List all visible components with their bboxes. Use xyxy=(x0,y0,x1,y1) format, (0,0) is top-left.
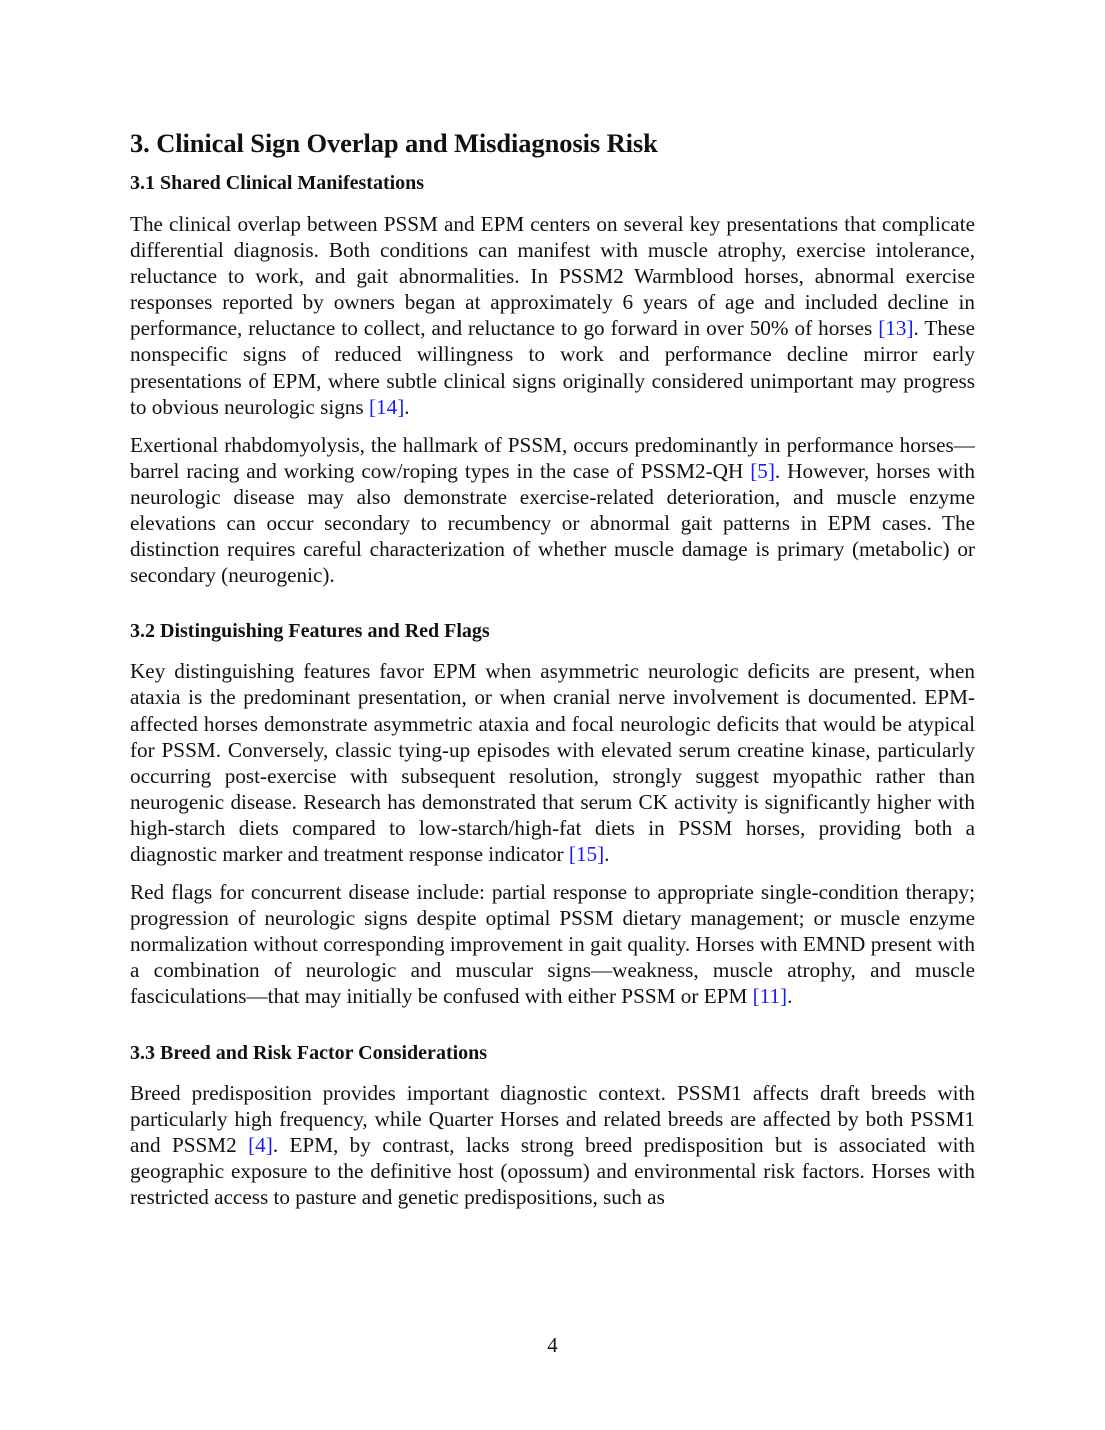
citation-link-13[interactable]: [13] xyxy=(878,316,914,341)
subsection-heading-3-1: 3.1 Shared Clinical Manifestations xyxy=(130,172,425,194)
paragraph-distinguishing-features-1 xyxy=(130,658,975,867)
page-content xyxy=(130,120,975,1210)
paragraph-text: Key distinguishing features favor EPM when asymmetric neurologic deficits are present, when ataxia is the predominant presentation, or when cranial nerve involvement is documented. EPM-affected horses demonstrate asymmetric ataxia and focal neurologic deficits that would be atypical for PSSM. Conversely, classic tying-up episodes with elevated serum creatine kinase, particularly occurring post-exercise with subsequent resolution, strongly suggest myopathic rather than neurogenic disease. Research has demonstrated that serum CK activity is significantly higher with high-starch diets compared to low-starch/high-fat diets in PSSM horses, providing both a diagnostic marker and treatment response indicator xyxy=(130,659,975,866)
paragraph-text: Red flags for concurrent disease include: partial response to appropriate single-condition therapy; progression of neurologic signs despite optimal PSSM dietary management; or muscle enzyme normalization without corresponding improvement in gait quality. Horses with EMND present with a combination of neurologic and muscular signs—weakness, muscle atrophy, and muscle fasciculations—that may initially be confused with either PSSM or EPM xyxy=(130,880,975,1009)
paragraph-text: . xyxy=(787,984,793,1009)
citation-link-15[interactable]: [15] xyxy=(568,841,605,866)
citation-link-4[interactable]: [4] xyxy=(248,1132,273,1157)
paragraph-text: . EPM, by contrast, lacks strong breed predisposition but is associated with geographic exposure to the definitive host (opossum) and environmental risk factors. Horses with restricted access to pasture and genetic predispositions, such as xyxy=(130,1132,975,1209)
paragraph-text: . xyxy=(404,394,410,419)
paragraph-text: Exertional rhabdomyolysis, the hallmark of PSSM, occurs predominantly in performance horses—barrel racing and working cow/roping types in the case of PSSM2-QH xyxy=(130,432,975,483)
paragraph-text: . These nonspecific signs of reduced willingness to work and performance decline mirror early presentations of EPM, where subtle clinical signs originally considered unimportant may progress to obvious neurologic signs xyxy=(130,316,975,419)
paragraph-text: Breed predisposition provides important diagnostic context. PSSM1 affects draft breeds with particularly high frequency, while Quarter Horses and related breeds are affected by both PSSM1 and PSSM2 xyxy=(130,1080,975,1157)
citation-link-5[interactable]: [5] xyxy=(750,458,775,483)
paragraph-text: . However, horses with neurologic disease may also demonstrate exercise-related deterioration, and muscle enzyme elevations can occur secondary to recumbency or abnormal gait patterns in EPM cases. The distinction requires careful characterization of whether muscle damage is primary (metabolic) or secondary (neurogenic). xyxy=(130,458,975,588)
section-heading: 3. Clinical Sign Overlap and Misdiagnosis Risk xyxy=(130,128,658,158)
page-number: 4 xyxy=(547,1333,558,1357)
paragraph-red-flags xyxy=(130,879,975,1009)
subsection-heading-3-2: 3.2 Distinguishing Features and Red Flags xyxy=(130,620,490,643)
citation-link-11[interactable]: [11] xyxy=(752,984,788,1009)
paragraph-shared-manifestations-1 xyxy=(130,211,975,420)
citation-link-14[interactable]: [14] xyxy=(368,394,405,419)
paragraph-breed-risk-factors xyxy=(130,1080,975,1210)
paragraph-text: . xyxy=(604,841,610,866)
subsection-heading-3-3: 3.3 Breed and Risk Factor Considerations xyxy=(130,1041,488,1064)
paragraph-shared-manifestations-2 xyxy=(130,432,975,589)
paragraph-text: The clinical overlap between PSSM and EPM centers on several key presentations that complicate differential diagnosis. Both conditions can manifest with muscle atrophy, exercise intolerance, reluctance to work, and gait abnormalities. In PSSM2 Warmblood horses, abnormal exercise responses reported by owners began at approximately 6 years of age and included decline in performance, reluctance to collect, and reluctance to go forward in over 50% of horses xyxy=(130,212,975,341)
